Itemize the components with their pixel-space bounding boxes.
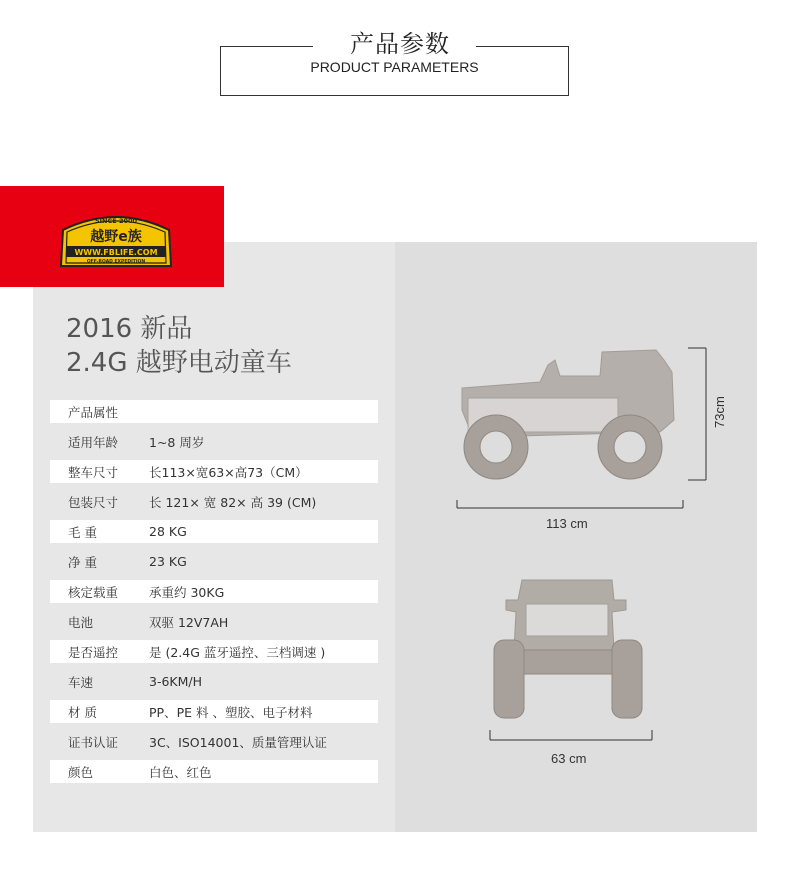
spec-label: 车速 <box>68 674 94 690</box>
spec-value: 是 (2.4G 蓝牙遥控、三档调速 ) <box>149 644 326 660</box>
car-side-view <box>462 350 674 479</box>
length-label: 113 cm <box>546 516 588 531</box>
spec-label: 毛 重 <box>68 524 97 540</box>
spec-label: 是否遥控 <box>68 644 119 660</box>
product-title-line1: 2016 新品 <box>66 314 193 344</box>
spec-value: 23 KG <box>149 554 187 569</box>
spec-value: 3C、ISO14001、质量管理认证 <box>149 734 327 750</box>
car-front-view <box>494 580 642 718</box>
height-label: 73cm <box>712 396 727 428</box>
spec-value: 长113×宽63×高73（CM） <box>149 464 308 480</box>
spec-label: 产品属性 <box>68 404 119 420</box>
spec-value: PP、PE 料 、塑胶、电子材料 <box>149 704 313 720</box>
logo-since-text: SINCE 2000 <box>94 217 138 225</box>
width-label: 63 cm <box>551 751 587 766</box>
section-title-en: PRODUCT PARAMETERS <box>310 59 479 75</box>
spec-label: 净 重 <box>68 554 97 570</box>
spec-label: 证书认证 <box>68 734 119 750</box>
logo-url-text: WWW.FBLIFE.COM <box>74 248 158 257</box>
product-title-line2: 2.4G 越野电动童车 <box>66 348 292 378</box>
spec-value: 1~8 周岁 <box>149 434 205 450</box>
spec-label: 整车尺寸 <box>68 464 119 480</box>
spec-value: 长 121× 宽 82× 高 39 (CM) <box>149 494 317 510</box>
spec-label: 适用年龄 <box>68 434 119 450</box>
spec-label: 核定载重 <box>68 584 119 600</box>
section-title-zh: 产品参数 <box>350 30 450 58</box>
spec-label: 颜色 <box>68 764 94 780</box>
logo-name-text: 越野e族 <box>90 229 142 245</box>
spec-value: 28 KG <box>149 524 187 539</box>
spec-value: 白色、红色 <box>149 764 212 780</box>
spec-label: 包装尺寸 <box>68 494 119 510</box>
spec-value: 3-6KM/H <box>149 674 203 689</box>
spec-value: 双驱 12V7AH <box>149 614 229 630</box>
logo-tagline-text: OFF-ROAD EXPEDITION <box>86 259 146 265</box>
spec-label: 电池 <box>68 614 94 630</box>
spec-value: 承重约 30KG <box>149 584 225 600</box>
spec-label: 材 质 <box>68 704 97 720</box>
